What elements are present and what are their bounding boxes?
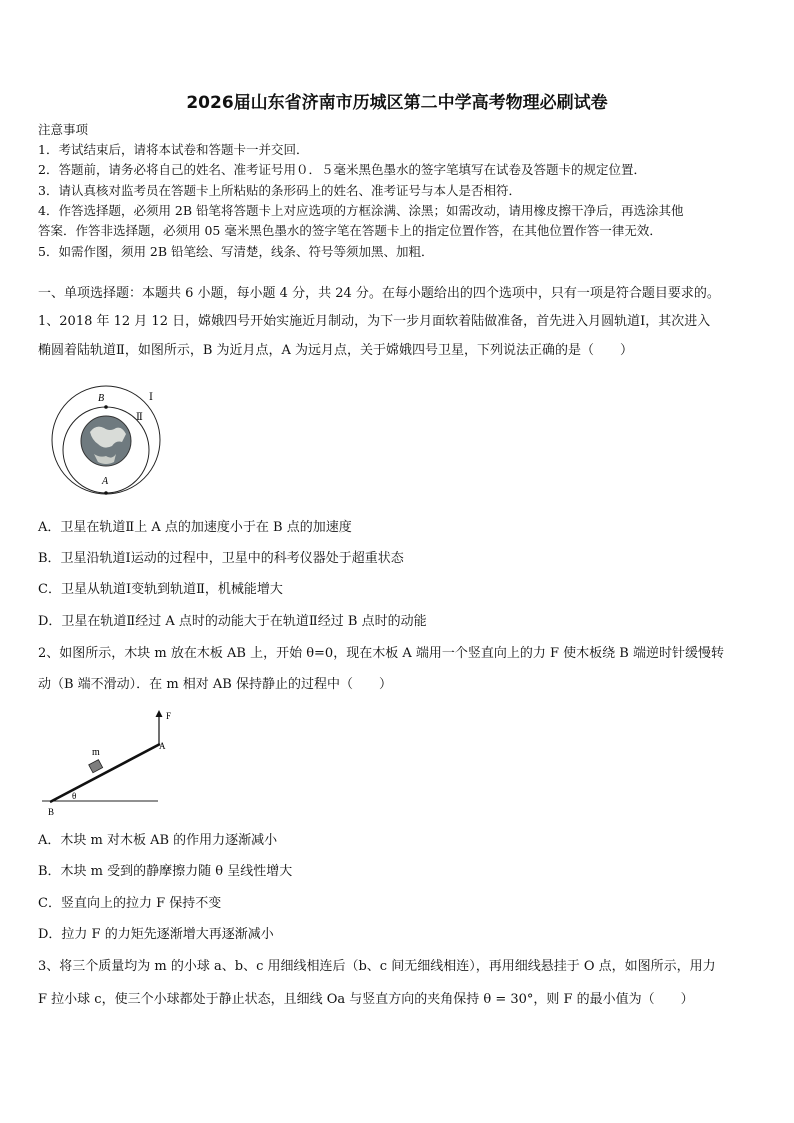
question-2-stem: 2、如图所示，木块 m 放在木板 AB 上，开始 θ=0，现在木板 A 端用一个竖直向上的力 F 使木板绕 B 端逆时针缓慢转 (38, 646, 724, 661)
notice-item: 2．答题前，请务必将自己的姓名、准考证号用０．５毫米黑色墨水的签字笔填写在试卷及答题卡的规定位置． (38, 162, 646, 177)
label-B: B (48, 807, 55, 817)
option-C: C．卫星从轨道Ⅰ变轨到轨道Ⅱ，机械能增大 (38, 582, 283, 597)
label-B: B (98, 393, 105, 404)
notice-item: 5．如需作图，须用 2B 铅笔绘、写清楚，线条、符号等须加黑、加粗． (38, 244, 434, 259)
incline-diagram (40, 706, 170, 818)
question-3-stem: 3、将三个质量均为 m 的小球 a、b、c 用细线相连后（b、c 间无细线相连），再用细线悬挂于 O 点，如图所示，用力 (38, 959, 716, 974)
notice-item: 4．作答选择题，必须用 2B 铅笔将答题卡上对应选项的方框涂满、涂黑；如需改动，请用橡皮擦干净后，再选涂其他 (38, 203, 684, 218)
option-D: D．拉力 F 的力矩先逐渐增大再逐渐减小 (38, 927, 274, 942)
label-A: A (159, 741, 166, 751)
label-orbit-II: Ⅱ (136, 412, 143, 423)
notice-heading: 注意事项 (38, 122, 89, 137)
notice-item: 1．考试结束后，请将本试卷和答题卡一并交回． (38, 142, 309, 157)
question-1-stem: 1、2018 年 12 月 12 日，嫦娥四号开始实施近月制动，为下一步月面软着陆做准备，首先进入月圆轨道Ⅰ，其次进入 (38, 314, 711, 329)
section-heading: 一、单项选择题：本题共 6 小题，每小题 4 分，共 24 分。在每小题给出的四个选项中，只有一项是符合题目要求的。 (38, 286, 720, 301)
label-m: m (92, 747, 100, 758)
notice-item: 3．请认真核对监考员在答题卡上所粘贴的条形码上的姓名、准考证号与本人是否相符． (38, 183, 521, 198)
question-2-stem: 动（B 端不滑动）．在 m 相对 AB 保持静止的过程中（ ） (38, 677, 392, 692)
option-D: D．卫星在轨道Ⅱ经过 A 点时的动能大于在轨道Ⅱ经过 B 点时的动能 (38, 614, 427, 629)
notice-item: 答案．作答非选择题，必须用 05 毫米黑色墨水的签字笔在答题卡上的指定位置作答，在其他位置作答一律无效． (38, 223, 662, 238)
option-A: A．木块 m 对木板 AB 的作用力逐渐减小 (38, 833, 278, 848)
label-A: A (102, 476, 109, 487)
option-B: B．卫星沿轨道Ⅰ运动的过程中，卫星中的科考仪器处于超重状态 (38, 551, 404, 566)
option-B: B．木块 m 受到的静摩擦力随 θ 呈线性增大 (38, 864, 293, 879)
option-C: C．竖直向上的拉力 F 保持不变 (38, 896, 222, 911)
block-m (89, 760, 103, 773)
question-1-stem: 椭圆着陆轨道Ⅱ，如图所示，B 为近月点，A 为远月点，关于嫦娥四号卫星，下列说法正确的是（ ） (38, 343, 634, 358)
orbit-diagram (46, 380, 166, 500)
label-theta: θ (72, 791, 77, 801)
question-3-stem: F 拉小球 c，使三个小球都处于静止状态，且细线 Oa 与竖直方向的夹角保持 θ = 30°，则 F 的最小值为（ ） (38, 992, 694, 1007)
label-F: F (166, 711, 172, 721)
page-title: 2026届山东省济南市历城区第二中学高考物理必刷试卷 (186, 93, 608, 113)
option-A: A．卫星在轨道Ⅱ上 A 点的加速度小于在 B 点的加速度 (38, 520, 352, 535)
label-orbit-I: Ⅰ (149, 392, 153, 403)
